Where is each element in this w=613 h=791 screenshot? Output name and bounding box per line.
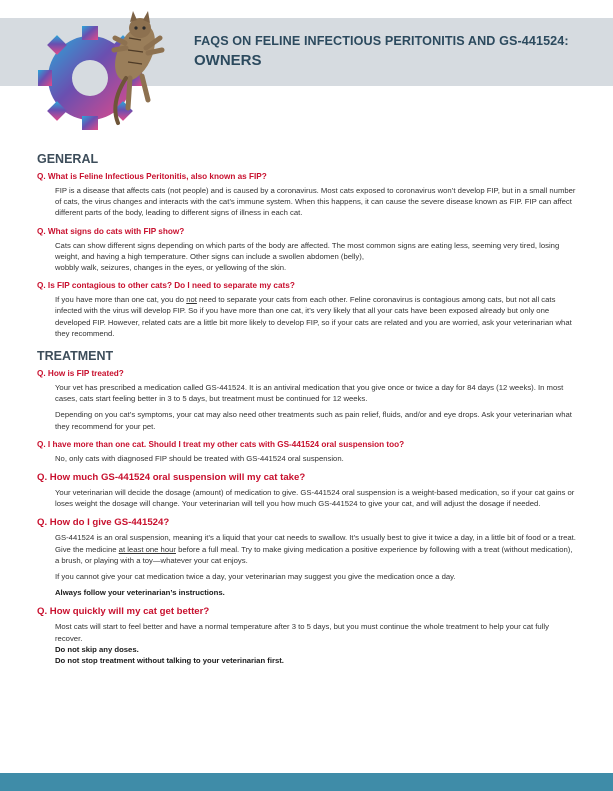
cat-icon	[107, 11, 163, 123]
section-heading-general: GENERAL	[37, 152, 99, 166]
answer-how-give-p1	[55, 532, 577, 566]
answer-how-treated-p2: Depending on you cat’s symptoms, your cat may also need other treatments such as pain relief, fluids, and/or and eye drops. Ask your veterinarian what they recommend for your pet.	[55, 410, 572, 431]
answer-how-give-p1b: before a full meal. Try to make giving medication a positive experience by following with a treat (without medication), a brush, or playing with a toy—whatever your cat enjoys.	[55, 544, 573, 565]
answer-how-give-bold	[55, 587, 577, 598]
answer-treat-other-cats: No, only cats with diagnosed FIP should be treated with GS-441524 oral suspension.	[55, 453, 344, 463]
answer-how-quickly-p1: Most cats will start to feel better and have a normal temperature after 3 to 5 days, but you must continue the whole treatment to help your cat fully recover.	[55, 622, 549, 643]
gear-cat-logo-icon	[30, 8, 180, 138]
answer-how-give-bold-text: Always follow your veterinarian’s instructions.	[55, 588, 225, 598]
section-heading-treatment: TREATMENT	[37, 349, 114, 364]
answer-contagious-not: not	[186, 295, 197, 305]
title-line-2: OWNERS	[194, 52, 262, 69]
question-contagious: Q. Is FIP contagious to other cats? Do I need to separate my cats?	[37, 281, 295, 291]
answer-how-quickly-bold2: Do not stop treatment without talking to your veterinarian first.	[55, 656, 284, 666]
answer-how-much: Your veterinarian will decide the dosage (amount) of medication to give. GS-441524 oral suspension is a weight-based medication, so if your cat gains or loses weight the dosage will change. Your veterinarian will tell you how much GS-441524 to give your cat, and will adjust the dosage if needed.	[55, 488, 575, 509]
question-how-treated: Q. How is FIP treated?	[37, 369, 124, 379]
question-what-is-fip: Q. What is Feline Infectious Peritonitis, also known as FIP?	[37, 172, 267, 181]
question-how-give: Q. How do I give GS-441524?	[37, 517, 170, 529]
question-treat-other-cats: Q. I have more than one cat. Should I treat my other cats with GS-441524 oral suspension too?	[37, 439, 405, 449]
answer-how-give-underline: at least one hour	[118, 544, 176, 554]
answer-fip-signs-l1: Cats can show different signs depending on which parts of the body are affected. The most common signs are eating less, seeming very tired, losing weight, and having a high temperature. Other signs can include a swollen abdomen (belly),	[55, 240, 560, 261]
answer-how-quickly-bold1: Do not skip any doses.	[55, 644, 139, 654]
faq-content	[37, 152, 577, 666]
answer-contagious	[55, 294, 577, 339]
question-fip-signs: Q. What signs do cats with FIP show?	[37, 226, 185, 236]
title-line-1: FAQS ON FELINE INFECTIOUS PERITONITIS AND GS-441524:	[194, 34, 569, 48]
answer-what-is-fip: FIP is a disease that affects cats (not people) and is caused by a coronavirus. Most cats exposed to coronavirus won’t develop FIP, but in a small number of cats, the virus changes and interacts with the cat’s immune system. When this happens, it can cause the severe disease known as FIP. FIP can affect different parts of the body, leading to different signs of illness in each cat.	[55, 186, 576, 218]
answer-how-quickly	[55, 621, 577, 666]
answer-how-give-p1a: GS-441524 is an oral suspension, meaning it’s a liquid that your cat needs to swallow. It’s usually best to give it twice a day, in a little bit of food or a treat. Give the medicine	[55, 533, 576, 554]
answer-fip-signs	[55, 240, 577, 274]
answer-contagious-part1: If you have more than one cat, you do	[55, 295, 187, 305]
footer-band	[0, 773, 613, 791]
answer-contagious-part2: need to separate your cats from each other. Feline coronavirus is contagious among cats, but not all cats infected with the virus will develop FIP. So if you have more than one cat, it’s very likely that all your cats have been exposed already but only one developed FIP. However, related cats are a little bit more likely to develop FIP, so if your cats are related and you are worried, ask your veterinarian what they recommend.	[55, 295, 572, 338]
answer-how-give-p2: If you cannot give your cat medication twice a day, your veterinarian may suggest you give the medication once a day.	[55, 572, 456, 582]
answer-how-treated-p1: Your vet has prescribed a medication called GS-441524. It is an antiviral medication that you give once or twice a day for 84 days (12 weeks). In most cases, cats start feeling better in 3 to 5 days, but treatment must be continued for 12 weeks.	[55, 383, 564, 404]
question-how-much: Q. How much GS-441524 oral suspension will my cat take?	[37, 472, 306, 484]
question-how-quickly: Q. How quickly will my cat get better?	[37, 606, 210, 618]
answer-fip-signs-l2: wobbly walk, seizures, changes in the eyes, or yellowing of the skin.	[55, 263, 287, 273]
document-title	[194, 34, 569, 69]
